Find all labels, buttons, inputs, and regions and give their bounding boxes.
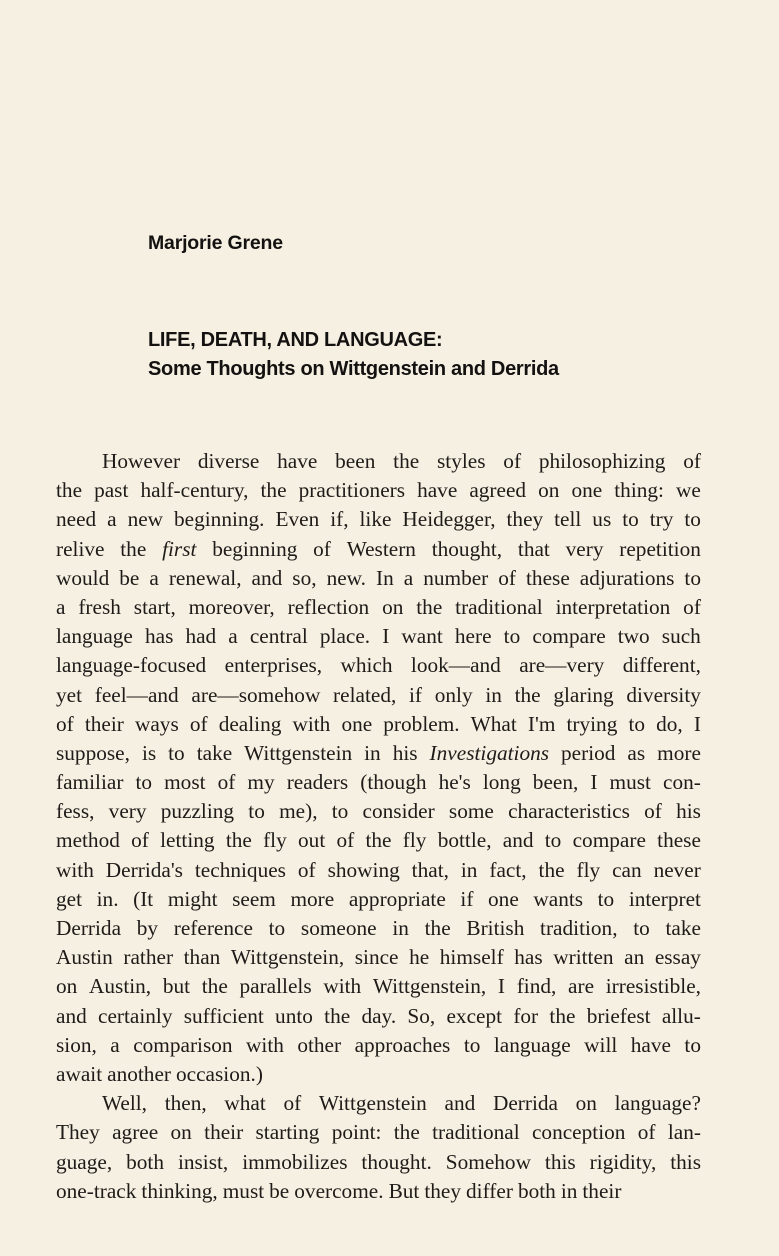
text-line: fess, very puzzling to me), to consider some characteristics of his [56,799,701,824]
text-line: would be a renewal, and so, new. In a number of these adjurations to [56,565,701,590]
text-line: yet feel—and are—somehow related, if only in the glaring diversity [56,682,701,707]
paragraph [56,1089,701,1206]
text-line: the past half-century, the practitioners have agreed on one thing: we [56,478,701,503]
text-line: Well, then, what of Wittgenstein and Derrida on language? [102,1091,701,1116]
text-line: need a new beginning. Even if, like Heidegger, they tell us to try to [56,507,701,532]
text-line: language has had a central place. I want here to compare two such [56,624,701,649]
text-line: get in. (It might seem more appropriate if one wants to interpret [56,886,701,911]
text-line: sion, a comparison with other approaches to language will have to [56,1032,701,1057]
text-line: familiar to most of my readers (though he's long been, I must con- [56,770,701,795]
text-line: method of letting the fly out of the fly bottle, and to compare these [56,828,701,853]
text-line: one-track thinking, must be overcome. But they differ both in their [56,1178,622,1203]
text-line: with Derrida's techniques of showing that, in fact, the fly can never [56,857,701,882]
text-line: relive the first beginning of Western thought, that very repetition [56,536,701,561]
text-line: suppose, is to take Wittgenstein in his Investigations period as more [56,740,701,765]
title-line-subtitle: Some Thoughts on Wittgenstein and Derrida [148,358,559,380]
text-line: a fresh start, moreover, reflection on the traditional interpretation of [56,594,701,619]
article-title [148,326,688,384]
paragraph [56,447,701,1089]
text-line: Austin rather than Wittgenstein, since he himself has written an essay [56,945,701,970]
text-line: guage, both insist, immobilizes thought. Somehow this rigidity, this [56,1149,701,1174]
text-line: and certainly sufficient unto the day. So, except for the briefest allu- [56,1003,701,1028]
text-line: Derrida by reference to someone in the British tradition, to take [56,916,701,940]
author-name: Marjorie Grene [148,232,283,254]
title-line-main: LIFE, DEATH, AND LANGUAGE: [148,329,443,351]
body-text [56,447,701,1206]
text-line: However diverse have been the styles of philosophizing of [102,449,701,473]
text-line: of their ways of dealing with one problem. What I'm trying to do, I [56,711,701,736]
text-line: on Austin, but the parallels with Wittgenstein, I find, are irresistible, [56,974,701,999]
text-line: They agree on their starting point: the traditional conception of lan- [56,1120,701,1145]
text-line: await another occasion.) [56,1061,263,1086]
text-line: language-focused enterprises, which look—and are—very different, [56,653,701,678]
